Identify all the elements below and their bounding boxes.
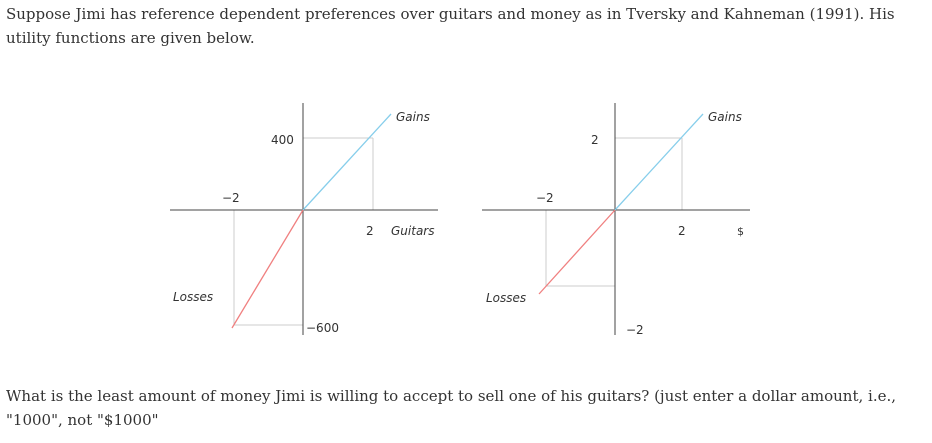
problem-intro: Suppose Jimi has reference dependent preferences over guitars and money as in Tversky and Kahneman (1991). His utility functions are given below. [6, 5, 895, 47]
x-negative-tick: −2 [222, 191, 240, 205]
gains-line [303, 114, 391, 210]
gains-line [615, 114, 703, 210]
losses-line [232, 210, 303, 328]
x-positive-tick: 2 [366, 224, 374, 238]
question-text: What is the least amount of money Jimi is willing to accept to sell one of his guitars? (just enter a dollar amount, i.e., "1000", not "$1000" [6, 387, 896, 429]
x-axis-label: $ [737, 225, 744, 238]
losses-label: Losses [173, 290, 214, 304]
y-negative-tick: −2 [626, 323, 644, 337]
y-negative-tick: −600 [306, 321, 339, 335]
losses-label: Losses [486, 291, 527, 305]
money-utility-graph [472, 95, 762, 345]
y-positive-tick: 400 [271, 133, 294, 147]
y-positive-tick: 2 [591, 133, 599, 147]
gains-label: Gains [708, 110, 742, 124]
x-positive-tick: 2 [678, 224, 686, 238]
losses-line [539, 210, 615, 294]
guitar-utility-graph [160, 95, 450, 345]
x-negative-tick: −2 [536, 191, 554, 205]
gains-label: Gains [396, 110, 430, 124]
x-axis-label: Guitars [391, 224, 435, 238]
